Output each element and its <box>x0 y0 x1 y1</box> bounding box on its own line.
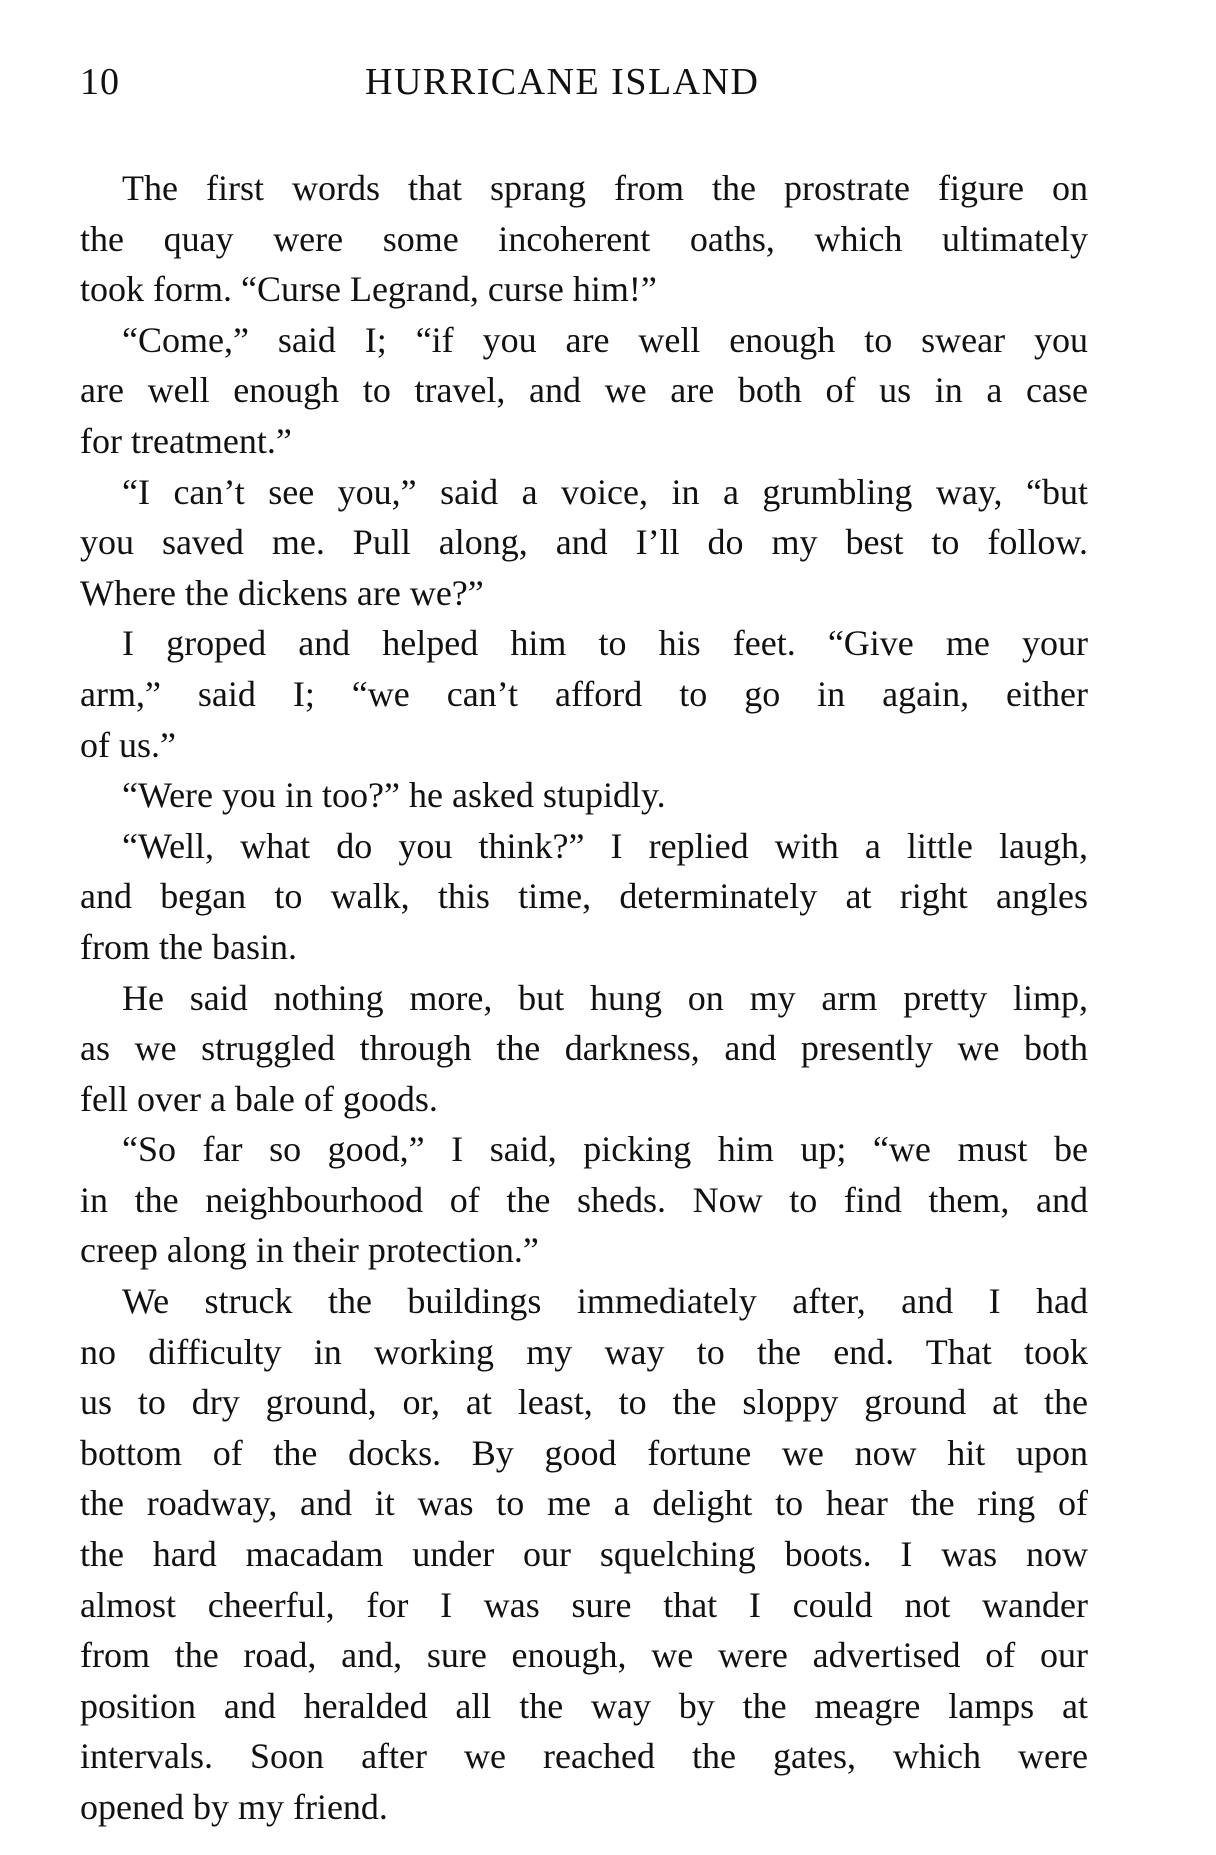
text-line: bottom of the docks. By good fortune we now hit upon <box>80 1432 1088 1473</box>
text-line: position and heralded all the way by the meagre lamps at <box>80 1685 1088 1726</box>
text-line: are well enough to travel, and we are both of us in a case <box>80 370 1088 411</box>
text-line: opened by my friend. <box>80 1787 388 1827</box>
page-number: 10 <box>80 61 120 103</box>
text-line: as we struggled through the darkness, and presently we both <box>80 1028 1088 1069</box>
text-line: in the neighbourhood of the sheds. Now to find them, and <box>80 1179 1088 1220</box>
text-line: took form. “Curse Legrand, curse him!” <box>80 269 657 310</box>
text-line: The first words that sprang from the prostrate figure on <box>122 168 1088 208</box>
text-line: the quay were some incoherent oaths, which ultimately <box>80 218 1088 259</box>
text-line: for treatment.” <box>80 420 292 461</box>
text-line: fell over a bale of goods. <box>80 1078 438 1119</box>
text-line: intervals. Soon after we reached the gates, which were <box>80 1736 1088 1777</box>
text-line: you saved me. Pull along, and I’ll do my best to follow. <box>80 522 1088 563</box>
text-line: “Well, what do you think?” I replied with a little laugh, <box>122 825 1088 866</box>
text-line: from the road, and, sure enough, we were advertised of our <box>80 1635 1088 1676</box>
text-line: us to dry ground, or, at least, to the sloppy ground at the <box>80 1382 1088 1423</box>
text-line: of us.” <box>80 724 176 765</box>
text-line: We struck the buildings immediately after, and I had <box>122 1281 1088 1322</box>
text-line: “I can’t see you,” said a voice, in a grumbling way, “but <box>122 471 1088 512</box>
text-line: creep along in their protection.” <box>80 1230 539 1271</box>
text-line: I groped and helped him to his feet. “Give me your <box>122 623 1088 664</box>
book-title: HURRICANE ISLAND <box>365 61 760 103</box>
text-line: the roadway, and it was to me a delight to hear the ring of <box>80 1483 1088 1524</box>
text-line: Where the dickens are we?” <box>80 572 484 613</box>
text-line: from the basin. <box>80 926 297 967</box>
text-line: “Come,” said I; “if you are well enough to swear you <box>122 319 1088 360</box>
text-line: no difficulty in working my way to the end. That took <box>80 1331 1088 1372</box>
text-line: the hard macadam under our squelching boots. I was now <box>80 1534 1088 1575</box>
running-head <box>80 60 1080 110</box>
text-line: He said nothing more, but hung on my arm pretty limp, <box>122 977 1088 1018</box>
text-line: almost cheerful, for I was sure that I could not wander <box>80 1584 1088 1625</box>
text-line: arm,” said I; “we can’t afford to go in again, either <box>80 673 1088 714</box>
text-line: “So far so good,” I said, picking him up; “we must be <box>122 1129 1088 1170</box>
body-text <box>80 163 1088 1833</box>
text-line: and began to walk, this time, determinately at right angles <box>80 876 1088 917</box>
text-line: “Were you in too?” he asked stupidly. <box>122 775 666 816</box>
